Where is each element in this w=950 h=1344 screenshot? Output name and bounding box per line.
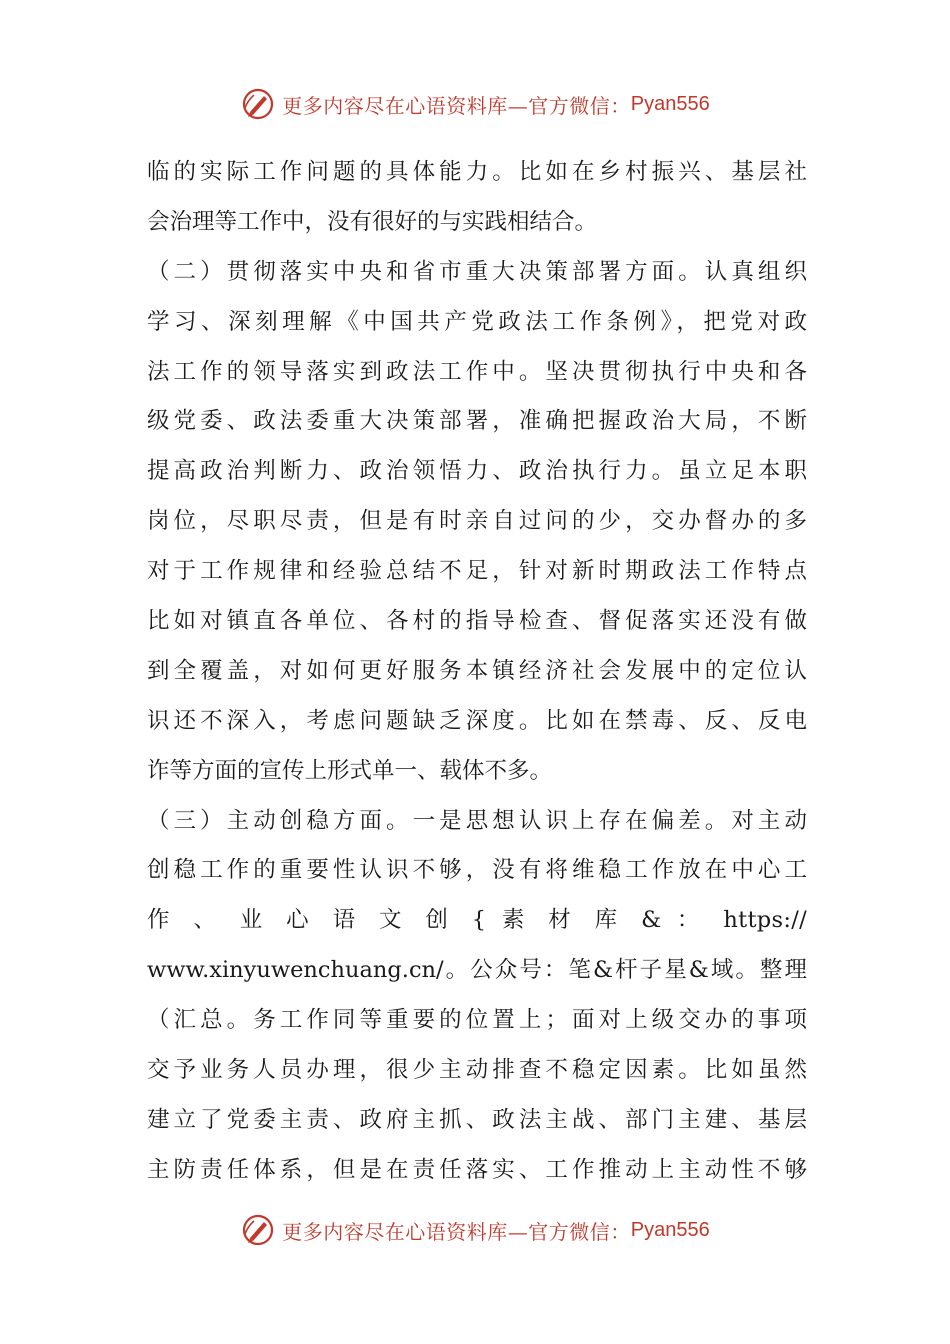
text-line: 创稳工作的重要性认识不够，没有将维稳工作放在中心工 — [147, 857, 807, 884]
text-line: （汇总。务工作同等重要的位置上；面对上级交办的事项 — [147, 1007, 807, 1034]
footer-banner — [0, 1210, 950, 1250]
text-line: （二）贯彻落实中央和省市重大决策部署方面。认真组织 — [147, 258, 807, 285]
pen-logo-icon — [240, 86, 276, 122]
banner-wechat-id: Pyan556 — [630, 92, 710, 115]
text-line: 交予业务人员办理，很少主动排查不稳定因素。比如虽然 — [147, 1057, 807, 1084]
text-line: 岗位，尽职尽责，但是有时亲自过问的少，交办督办的多 — [147, 508, 807, 535]
pen-logo-icon — [240, 1212, 276, 1248]
text-line: 对于工作规律和经验总结不足，针对新时期政法工作特点 — [147, 558, 807, 585]
text-line: 学习、深刻理解《中国共产党政法工作条例》，把党对政 — [147, 308, 807, 335]
text-line: 作 、 业 心 语 文 创 { 素 材 库 & ： https:// — [147, 907, 807, 934]
text-line: www.xinyuwenchuang.cn/。公众号：笔&杆子星&域。整理 — [147, 957, 807, 984]
text-line: 临的实际工作问题的具体能力。比如在乡村振兴、基层社 — [147, 159, 807, 185]
text-line: 建立了党委主责、政府主抓、政法主战、部门主建、基层 — [147, 1106, 807, 1133]
text-line: 法工作的领导落实到政法工作中。坚决贯彻执行中央和各 — [147, 358, 807, 385]
banner-text: 更多内容尽在心语资料库—官方微信： — [282, 93, 631, 118]
header-banner — [0, 84, 950, 124]
text-line: 级党委、政法委重大决策部署，准确把握政治大局，不断 — [147, 408, 807, 435]
text-line: 会治理等工作中，没有很好的与实践相结合。 — [147, 208, 598, 235]
text-line: 提高政治判断力、政治领悟力、政治执行力。虽立足本职 — [147, 458, 807, 485]
text-line: 到全覆盖，对如何更好服务本镇经济社会发展中的定位认 — [147, 657, 807, 684]
document-body — [147, 148, 807, 1196]
text-line: 识还不深入，考虑问题缺乏深度。比如在禁毒、反、反电 — [147, 707, 807, 734]
text-line: 比如对镇直各单位、各村的指导检查、督促落实还没有做 — [147, 608, 807, 635]
banner-text: 更多内容尽在心语资料库—官方微信： — [282, 1219, 631, 1244]
text-line: 主防责任体系，但是在责任落实、工作推动上主动性不够 — [147, 1156, 807, 1183]
text-line: 诈等方面的宣传上形式单一、载体不多。 — [147, 757, 553, 784]
banner-wechat-id: Pyan556 — [630, 1218, 710, 1241]
text-line: （三）主动创稳方面。一是思想认识上存在偏差。对主动 — [147, 807, 807, 834]
